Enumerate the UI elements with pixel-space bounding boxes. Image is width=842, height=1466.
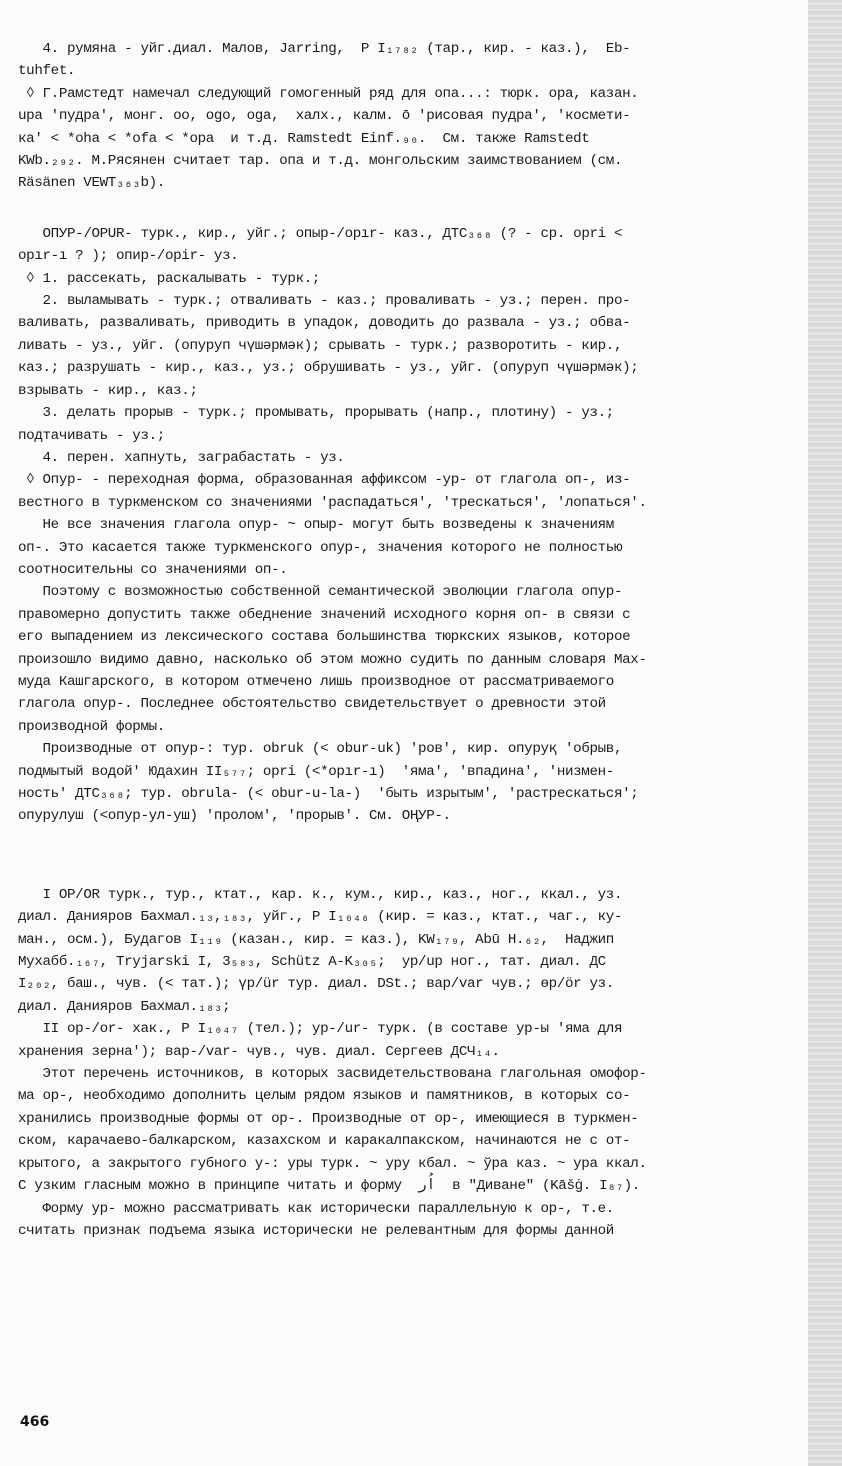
text-line: хранения зерна'); вар-/var- чув., чув. диал. Сергеев ДСЧ₁₄. xyxy=(18,1043,500,1060)
text-line: производной формы. xyxy=(18,718,165,735)
text-line: I₂₀₂, баш., чув. (< тат.); үр/ür тур. диал. DSt.; вар/var чув.; өр/ör уз. xyxy=(18,976,614,993)
text-line: Поэтому с возможностью собственной семантической эволюции глагола опур- xyxy=(18,584,623,601)
page-number: 466 xyxy=(20,1414,50,1430)
text-line: 4. румяна - уйг.диал. Малов, Jarring, P I₁₇₈₂ (тар., кир. - каз.), Eb- xyxy=(18,41,631,57)
text-line: tuhfet. xyxy=(18,63,76,80)
text-line: 3. делать прорыв - турк.; промывать, прорывать (напр., плотину) - уз.; xyxy=(18,405,614,422)
text-line: взрывать - кир., каз.; xyxy=(18,382,198,399)
text-line: II ор-/or- хак., P I₁₀₄₇ (тел.); ур-/ur- турк. (в составе ур-ы 'яма для xyxy=(18,1021,623,1038)
text-line: ность' ДТС₃₆₈; тур. obrula- (< obur-u-la-) 'быть изрытым', 'растрескаться'; xyxy=(18,786,639,802)
text-line: ливать - уз., уйг. (опуруп чүшәрмәк); срывать - турк.; разворотить - кир., xyxy=(18,337,623,354)
blank-line xyxy=(18,828,818,856)
text-line: оп-. Это касается также туркменского опур-, значения которого не полностью xyxy=(18,539,623,556)
text-line: его выпадением из лексического состава большинства тюркских языков, которое xyxy=(18,629,631,646)
text-line: муда Кашгарского, в котором отмечено лишь производное от рассматриваемого xyxy=(18,673,614,690)
text-line: опурулуш (<опур-ул-уш) 'пролом', 'прорыв'. См. ОҢУР-. xyxy=(18,808,451,825)
text-line: 2. выламывать - турк.; отваливать - каз.; проваливать - уз.; перен. про- xyxy=(18,293,631,310)
text-line: Не все значения глагола опур- ~ опыр- могут быть возведены к значениям xyxy=(18,517,614,534)
text-line: ◊ Г.Рамстедт намечал следующий гомогенный ряд для опа...: тюрк. opa, казан. xyxy=(18,85,639,102)
text-line: 4. перен. хапнуть, заграбастать - уз. xyxy=(18,449,345,466)
page-text xyxy=(18,38,818,1242)
text-line: ском, карачаево-балкарском, казахском и каракалпакском, начинаются не с от- xyxy=(18,1133,631,1150)
entry-headword-line: I ОР/ОR турк., тур., ктат., кар. к., кум., кир., каз., ног., ккал., уз. xyxy=(18,886,623,903)
text-line: крытого, а закрытого губного у-: уры турк. ~ уру кбал. ~ ўра каз. ~ ура ккал. xyxy=(18,1155,647,1172)
text-line: Производные от опур-: тур. obruk (< obur-uk) 'ров', кир. опуруқ 'обрыв, xyxy=(18,741,623,758)
text-line: ман., осм.), Будагов I₁₁₉ (казан., кир. = каз.), KW₁₇₉, Abū H.₆₂, Наджип xyxy=(18,931,614,948)
blank-line xyxy=(18,856,818,884)
text-line: Räsänen VEWT₃₆₃b). xyxy=(18,175,165,192)
text-line: вестного в туркменском со значениями 'распадаться', 'трескаться', 'лопаться'. xyxy=(18,494,647,511)
text-line: opır-ı ? ); опир-/opir- уз. xyxy=(18,248,239,265)
text-line: upa 'пудра', монг. oo, ogo, oga, халх., калм. ō 'рисовая пудра', 'космети- xyxy=(18,108,631,125)
text-line: ◊ Опур- - переходная форма, образованная аффиксом -ур- от глагола оп-, из- xyxy=(18,472,631,489)
text-line: Мухабб.₁₆₇, Tryjarski I, 3₅₈₃, Schütz A-K₃₀₅; ур/up ног., тат. диал. ДС xyxy=(18,954,606,971)
entry-headword-line: ОПУР-/OPUR- турк., кир., уйг.; опыр-/opır- каз., ДТС₃₆₈ (? - ср. opri < xyxy=(18,225,623,242)
text-line: Форму ур- можно рассматривать как исторически параллельную к ор-, т.е. xyxy=(18,1200,614,1217)
text-line: подмытый водой' Юдахин II₅₇₇; opri (<*opır-ı) 'яма', 'впадина', 'низмен- xyxy=(18,763,614,780)
text-line: каз.; разрушать - кир., каз., уз.; обрушивать - уз., уйг. (опуруп чүшәрмәк); xyxy=(18,360,639,377)
text-line: правомерно допустить также обеднение значений исходного корня оп- в связи с xyxy=(18,606,631,623)
text-line: диал. Данияров Бахмал.₁₃,₁₈₃, уйг., P I₁₀₄₆ (кир. = каз., ктат., чаг., ку- xyxy=(18,909,623,926)
text-line: подтачивать - уз.; xyxy=(18,427,165,444)
blank-line xyxy=(18,195,818,223)
text-line: ка' < *oha < *ofa < *opa и т.д. Ramstedt Einf.₉₀. См. также Ramstedt xyxy=(18,130,590,147)
text-line: диал. Данияров Бахмал.₁₈₃; xyxy=(18,998,231,1015)
text-line: считать признак подъема языка исторически не релевантным для формы данной xyxy=(18,1222,614,1239)
text-line: соотносительны со значениями оп-. xyxy=(18,561,288,578)
text-line: С узким гласным можно в принципе читать и форму اُر в "Диване" (Kāšġ. I₈₇). xyxy=(18,1178,640,1195)
text-line: Этот перечень источников, в которых засвидетельствована глагольная омофор- xyxy=(18,1066,647,1083)
text-line: валивать, разваливать, приводить в упадок, доводить до развала - уз.; обва- xyxy=(18,315,631,332)
text-line: KWb.₂₉₂. М.Рясянен считает тар. опа и т.д. монгольским заимствованием (см. xyxy=(18,153,623,170)
text-line: произошло видимо давно, насколько об этом можно судить по данным словаря Мах- xyxy=(18,651,647,668)
text-line: хранились производные формы от ор-. Производные от ор-, имеющиеся в туркмен- xyxy=(18,1110,639,1127)
text-line: ◊ 1. рассекать, раскалывать - турк.; xyxy=(18,270,321,287)
text-line: ма ор-, необходимо дополнить целым рядом языков и памятников, в которых со- xyxy=(18,1088,631,1105)
text-line: глагола опур-. Последнее обстоятельство свидетельствует о древности этой xyxy=(18,696,606,713)
